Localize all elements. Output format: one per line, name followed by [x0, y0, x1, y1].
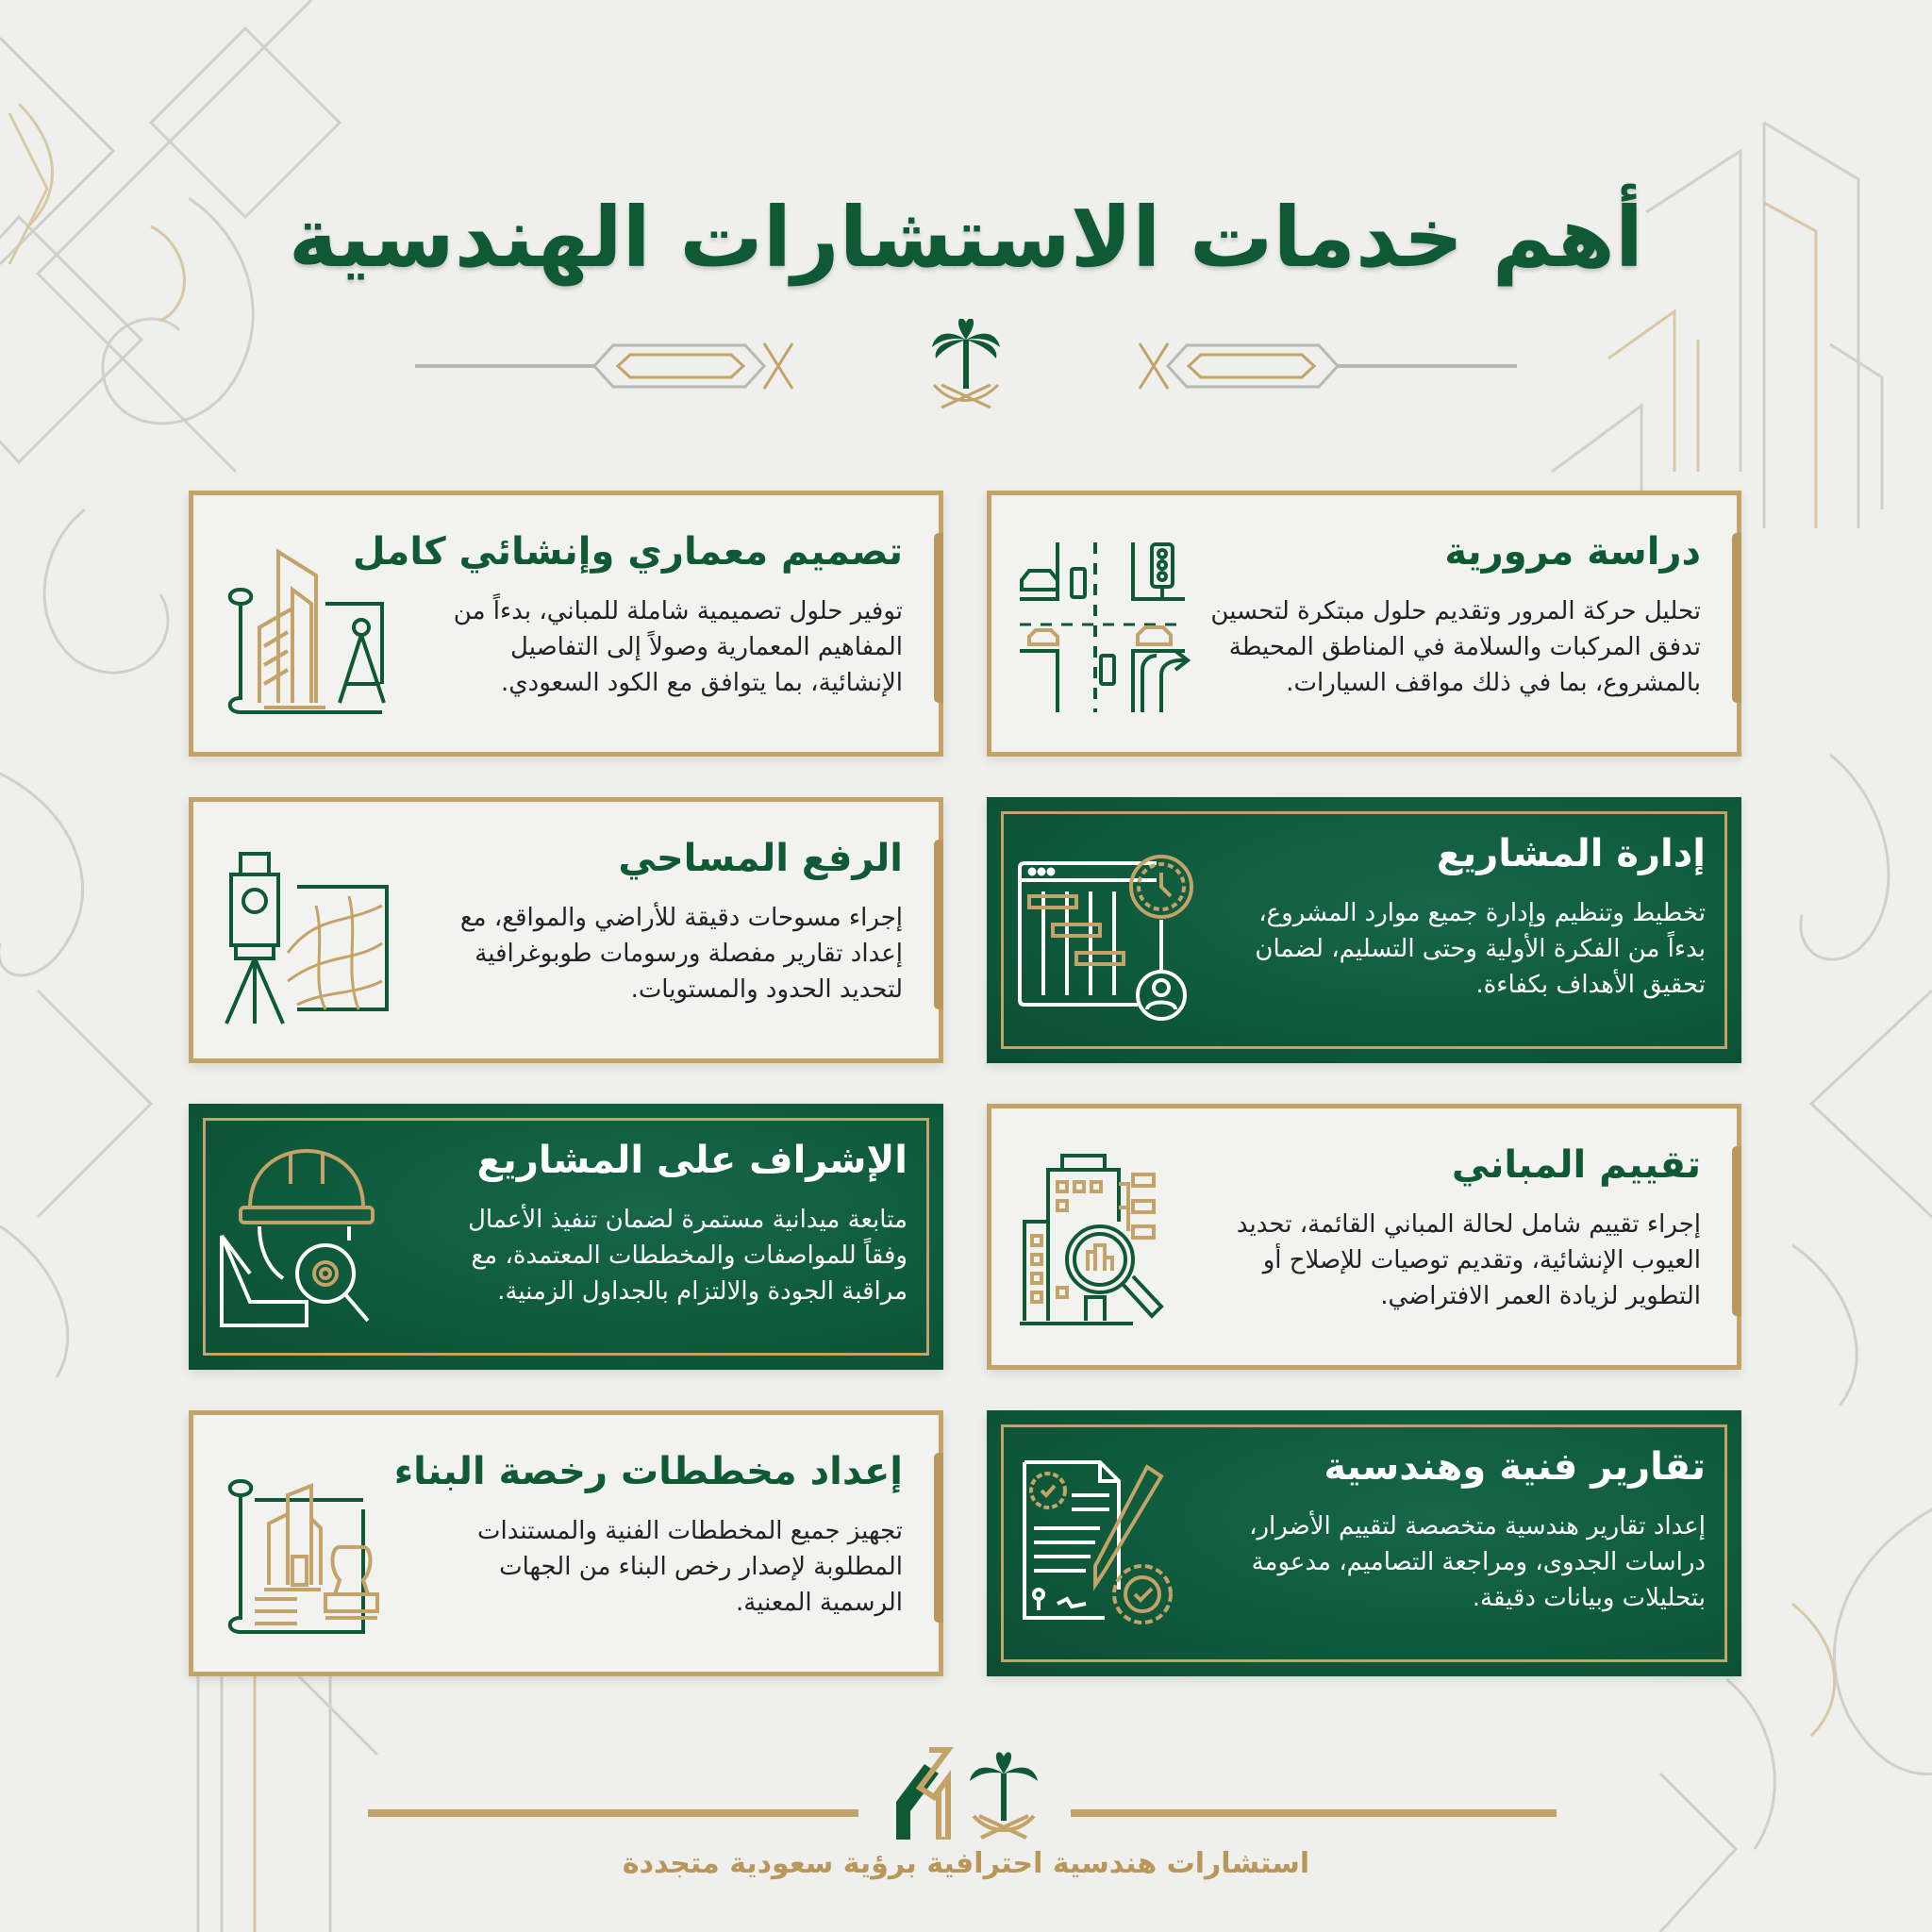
header-divider: [406, 319, 1526, 413]
service-card-traffic-study: [987, 491, 1741, 757]
hardhat-magnifier-icon: [217, 1141, 406, 1330]
service-text: [1210, 1137, 1701, 1314]
service-card-building-assessment: [987, 1104, 1741, 1370]
service-text: [1215, 825, 1706, 1003]
service-description: تخطيط وتنظيم وإدارة جميع موارد المشروع، بدءاً من الفكرة الأولية وحتى التسليم، لضمان تحقيق الأهداف بكفاءة.: [1255, 899, 1706, 999]
report-pen-gear-icon: [1015, 1448, 1204, 1637]
page-title: أهم خدمات الاستشارات الهندسية: [288, 189, 1644, 286]
service-text: [1215, 1439, 1706, 1616]
service-text: [393, 1443, 903, 1621]
service-card-land-surveying: [189, 797, 943, 1063]
service-title: الإشراف على المشاريع: [476, 1139, 908, 1182]
service-card-technical-reports: [987, 1410, 1741, 1676]
service-description: إجراء تقييم شامل لحالة المباني القائمة، تحديد العيوب الإنشائية، وتقديم توصيات للإصلاح أو التطوير لزيادة العمر الافتراضي.: [1236, 1210, 1701, 1310]
service-title: إعداد مخططات رخصة البناء: [393, 1450, 903, 1493]
service-card-project-management: [987, 797, 1741, 1063]
right-ornament-line: [1140, 343, 1517, 389]
left-ornament-line: [415, 343, 792, 389]
service-title: الرفع المساحي: [618, 837, 903, 880]
service-text: [417, 1132, 908, 1309]
service-description: تحليل حركة المرور وتقديم حلول مبتكرة لتحسين تدفق المركبات والسلامة في المناطق المحيطة بالمشروع، بما في ذلك مواقف السيارات.: [1210, 597, 1701, 697]
footer-logo: [358, 1736, 1585, 1840]
footer-tagline: استشارات هندسية احترافية برؤية سعودية متجددة: [622, 1847, 1310, 1880]
service-title: إدارة المشاريع: [1436, 832, 1706, 875]
service-description: إعداد تقارير هندسية متخصصة لتقييم الأضرار، دراسات الجدوى، ومراجعة التصاميم، مدعومة بتحليلات وبيانات دقيقة.: [1249, 1512, 1706, 1612]
service-title: تقارير فنية وهندسية: [1324, 1445, 1706, 1489]
traffic-intersection-icon: [1020, 533, 1208, 722]
building-magnifier-icon: [1020, 1146, 1208, 1335]
service-title: تصميم معماري وإنشائي كامل: [352, 530, 903, 574]
service-description: توفير حلول تصميمية شاملة للمباني، بدءاً من المفاهيم المعمارية وصولاً إلى التفاصيل الإنشائية، بما يتوافق مع الكود السعودي.: [453, 597, 903, 697]
service-card-project-supervision: [189, 1104, 943, 1370]
service-card-building-permit: [189, 1410, 943, 1676]
company-logo-icon: [896, 1750, 948, 1840]
service-text: [412, 830, 903, 1008]
service-card-architectural-design: [189, 491, 943, 757]
service-description: إجراء مسوحات دقيقة للأراضي والمواقع، مع إعداد تقارير مفصلة ورسومات طوبوغرافية لتحديد الحدود والمستويات.: [459, 904, 903, 1004]
surveying-theodolite-map-icon: [222, 840, 410, 1028]
palm-and-swords-icon: [932, 319, 1000, 408]
service-text: [352, 524, 903, 701]
service-description: تجهيز جميع المخططات الفنية والمستندات المطلوبة لإصدار رخص البناء من الجهات الرسمية المعنية.: [477, 1517, 903, 1617]
gantt-clock-user-icon: [1015, 835, 1204, 1024]
service-text: [1210, 524, 1701, 701]
service-title: تقييم المباني: [1451, 1143, 1701, 1187]
blueprint-stamp-icon: [222, 1453, 410, 1641]
service-title: دراسة مرورية: [1444, 530, 1701, 574]
palm-and-swords-icon: [970, 1752, 1038, 1838]
service-description: متابعة ميدانية مستمرة لضمان تنفيذ الأعمال وفقاً للمواصفات والمخططات المعتمدة، مع مراقبة الجودة والالتزام بالجداول الزمنية.: [467, 1206, 908, 1306]
